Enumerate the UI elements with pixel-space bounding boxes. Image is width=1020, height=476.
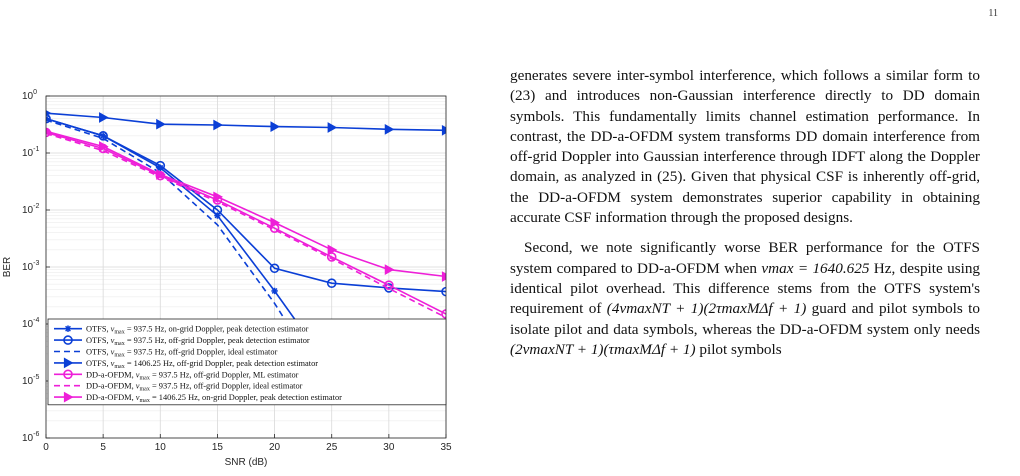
paragraph-2-part-c: guard and pilot symbols to isolate pilot and data symbols, whereas the DD-a-OFDM system only needs — [510, 300, 980, 338]
legend-entry: OTFS, $\nu_{max} = 937.5$ Hz, off-grid Doppler, peak detection estimator — [86, 336, 310, 348]
y-tick-label: $10^{-4}$ — [22, 317, 40, 330]
series-4-point — [442, 126, 450, 135]
paragraph-2 — [510, 238, 980, 360]
legend-entry: DD-a-OFDM, $\nu_{max} = 937.5$ Hz, off-grid Doppler, ideal estimator — [86, 381, 303, 393]
legend-entry: DD-a-OFDM, $\nu_{max} = 1406.25$ Hz, on-grid Doppler, peak detection estimator — [86, 393, 342, 405]
legend-entry: OTFS, $\nu_{max} = 1406.25$ Hz, off-grid Doppler, peak detection estimator — [86, 358, 319, 370]
y-axis-label: BER — [2, 256, 13, 278]
x-tick-label: 5 — [100, 442, 106, 453]
math-nu-max-value: νmax = 1640.625 — [761, 259, 870, 277]
x-tick-label: 25 — [326, 442, 338, 453]
paragraph-1: generates severe inter-symbol interference, which follows a similar form to (23) and introduces non-Gaussian interference directly to DD domain symbols. This fundamentally limits channel estimation performance. In contrast, the DD-a-OFDM system transforms DD domain interference from off-grid Doppler into Gaussian interference through IDFT along the Doppler domain, as analyzed in (25). Given that physical CSF is inherently off-grid, the DD-a-OFDM system demonstrates superior capability in obtaining accurate CSF information through the proposed designs. — [510, 67, 980, 227]
paragraph-2-part-d: pilot symbols — [695, 340, 782, 358]
paragraph-2-part-b: Hz, despite using identical pilot overhead. This difference stems from the OTFS system's requirement of — [510, 259, 981, 318]
page-number: 11 — [988, 8, 998, 19]
paragraph-2-part-a: Second, we note significantly worse BER performance for the OTFS system compared to DD-a-OFDM when — [510, 239, 980, 277]
x-tick-label: 20 — [269, 442, 281, 453]
math-otfs-overhead: (4νmaxNT + 1)(2τmaxMΔf + 1) — [606, 300, 807, 318]
legend-entry: DD-a-OFDM, $\nu_{max} = 937.5$ Hz, off-grid Doppler, ML estimator — [86, 370, 299, 382]
legend-entry: OTFS, $\nu_{max} = 937.5$ Hz, off-grid Doppler, ideal estimator — [86, 347, 278, 359]
x-tick-label: 15 — [211, 442, 223, 453]
body-text — [510, 66, 980, 360]
x-tick-label: 30 — [383, 442, 395, 453]
x-tick-label: 0 — [43, 442, 49, 453]
legend-swatch-marker — [65, 326, 71, 332]
math-ddaofdm-overhead: (2νmaxNT + 1)(τmaxMΔf + 1) — [510, 340, 696, 358]
legend-entry: OTFS, $\nu_{max} = 937.5$ Hz, on-grid Doppler, peak detection estimator — [86, 324, 309, 336]
series-7-point — [442, 272, 450, 281]
y-tick-label: $10^{-1}$ — [22, 146, 40, 159]
y-tick-label: $10^{-2}$ — [22, 203, 40, 216]
y-tick-label: $10^{-5}$ — [22, 374, 40, 387]
x-axis-label: SNR (dB) — [224, 457, 268, 468]
y-tick-label: $10^{-3}$ — [22, 260, 40, 273]
ber-chart — [0, 82, 470, 476]
y-tick-label: $10^0$ — [22, 89, 38, 102]
x-tick-label: 10 — [154, 442, 166, 453]
ber-figure — [0, 82, 470, 476]
x-tick-label: 35 — [440, 442, 452, 453]
y-tick-label: $10^{-6}$ — [22, 431, 40, 444]
series-1-point — [271, 288, 277, 294]
